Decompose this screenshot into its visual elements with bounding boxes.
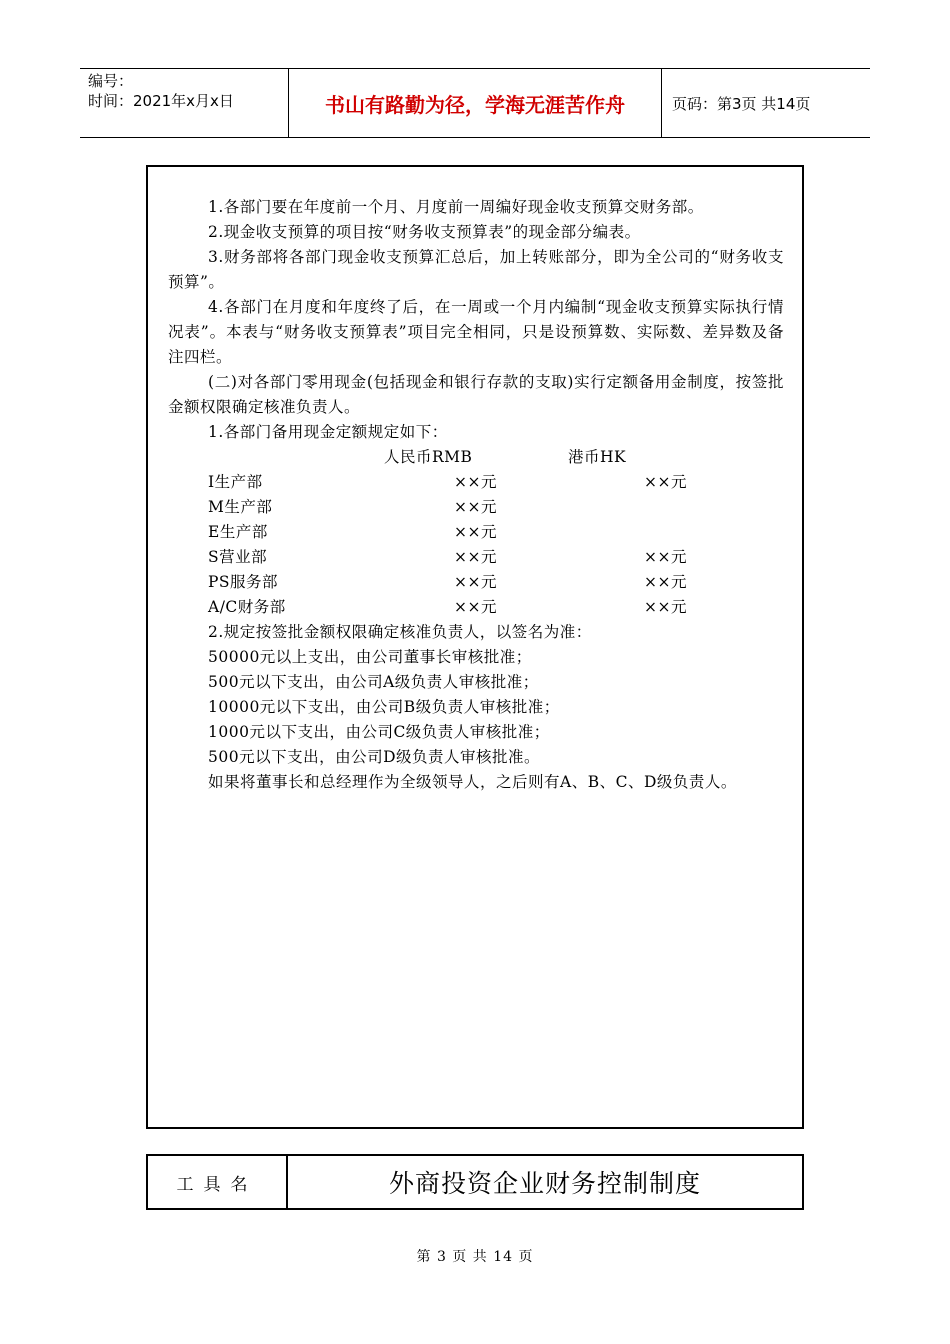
header-page-info: 页码：第3页 共14页 bbox=[672, 94, 811, 113]
paragraph-1: 1.各部门要在年度前一个月、月度前一周编好现金收支预算交财务部。 bbox=[208, 198, 704, 216]
header-number: 编号： bbox=[88, 72, 134, 90]
quota-dept: S营业部 bbox=[208, 548, 268, 566]
quota-row bbox=[168, 520, 784, 545]
content-box bbox=[146, 165, 804, 1129]
currency-hk: 港币HK bbox=[568, 448, 627, 466]
tool-label: 工具名 bbox=[148, 1156, 288, 1208]
paragraph-3: 3.财务部将各部门现金收支预算汇总后，加上转账部分，即为全公司的“财务收支预算”。 bbox=[168, 248, 784, 291]
quota-rmb: ××元 bbox=[454, 523, 497, 541]
document-header bbox=[80, 68, 870, 138]
quota-dept: M生产部 bbox=[208, 498, 273, 516]
paragraph-5: (二)对各部门零用现金(包括现金和银行存款的支取)实行定额备用金制度，按签批金额权限确定核准负责人。 bbox=[168, 373, 784, 416]
quota-row bbox=[168, 595, 784, 620]
currency-rmb: 人民币RMB bbox=[384, 448, 473, 466]
paragraph-7: 2.规定按签批金额权限确定核准负责人，以签名为准： bbox=[208, 623, 592, 641]
approval-line: 10000元以下支出，由公司B级负责人审核批准； bbox=[208, 698, 560, 716]
quota-rmb: ××元 bbox=[454, 573, 497, 591]
header-meta bbox=[80, 69, 288, 137]
page-footer: 第 3 页 共 14 页 bbox=[416, 1249, 534, 1265]
quota-row bbox=[168, 470, 784, 495]
quota-dept: I生产部 bbox=[208, 473, 263, 491]
paragraph-6: 1.各部门备用现金定额规定如下： bbox=[208, 423, 448, 441]
tool-name-box bbox=[146, 1154, 804, 1210]
quota-hk: ××元 bbox=[644, 598, 687, 616]
content-body bbox=[168, 195, 784, 795]
quota-dept: PS服务部 bbox=[208, 573, 279, 591]
paragraph-2: 2.现金收支预算的项目按“财务收支预算表”的现金部分编表。 bbox=[208, 223, 641, 241]
quota-dept: E生产部 bbox=[208, 523, 268, 541]
paragraph-8: 如果将董事长和总经理作为全级领导人，之后则有A、B、C、D级负责人。 bbox=[208, 773, 737, 791]
quota-rmb: ××元 bbox=[454, 473, 497, 491]
approval-line: 500元以下支出，由公司A级负责人审核批准； bbox=[208, 673, 539, 691]
paragraph-4: 4.各部门在月度和年度终了后，在一周或一个月内编制“现金收支预算实际执行情况表”。本表与“财务收支预算表”项目完全相同，只是设预算数、实际数、差异数及备注四栏。 bbox=[168, 298, 784, 366]
quota-hk: ××元 bbox=[644, 548, 687, 566]
tool-value: 外商投资企业财务控制制度 bbox=[388, 1169, 701, 1198]
quota-row bbox=[168, 570, 784, 595]
header-motto: 书山有路勤为径，学海无涯苦作舟 bbox=[288, 69, 662, 137]
quota-rmb: ××元 bbox=[454, 548, 497, 566]
approval-line: 50000元以上支出，由公司董事长审核批准； bbox=[208, 648, 532, 666]
approval-line: 1000元以下支出，由公司C级负责人审核批准； bbox=[208, 723, 550, 741]
quota-row bbox=[168, 545, 784, 570]
currency-header bbox=[168, 445, 784, 470]
quota-rmb: ××元 bbox=[454, 598, 497, 616]
quota-dept: A/C财务部 bbox=[208, 598, 286, 616]
header-time: 时间：2021年x月x日 bbox=[88, 92, 234, 110]
quota-row bbox=[168, 495, 784, 520]
quota-hk: ××元 bbox=[644, 573, 687, 591]
quota-rmb: ××元 bbox=[454, 498, 497, 516]
approval-line: 500元以下支出，由公司D级负责人审核批准。 bbox=[208, 748, 541, 766]
quota-hk: ××元 bbox=[644, 473, 687, 491]
